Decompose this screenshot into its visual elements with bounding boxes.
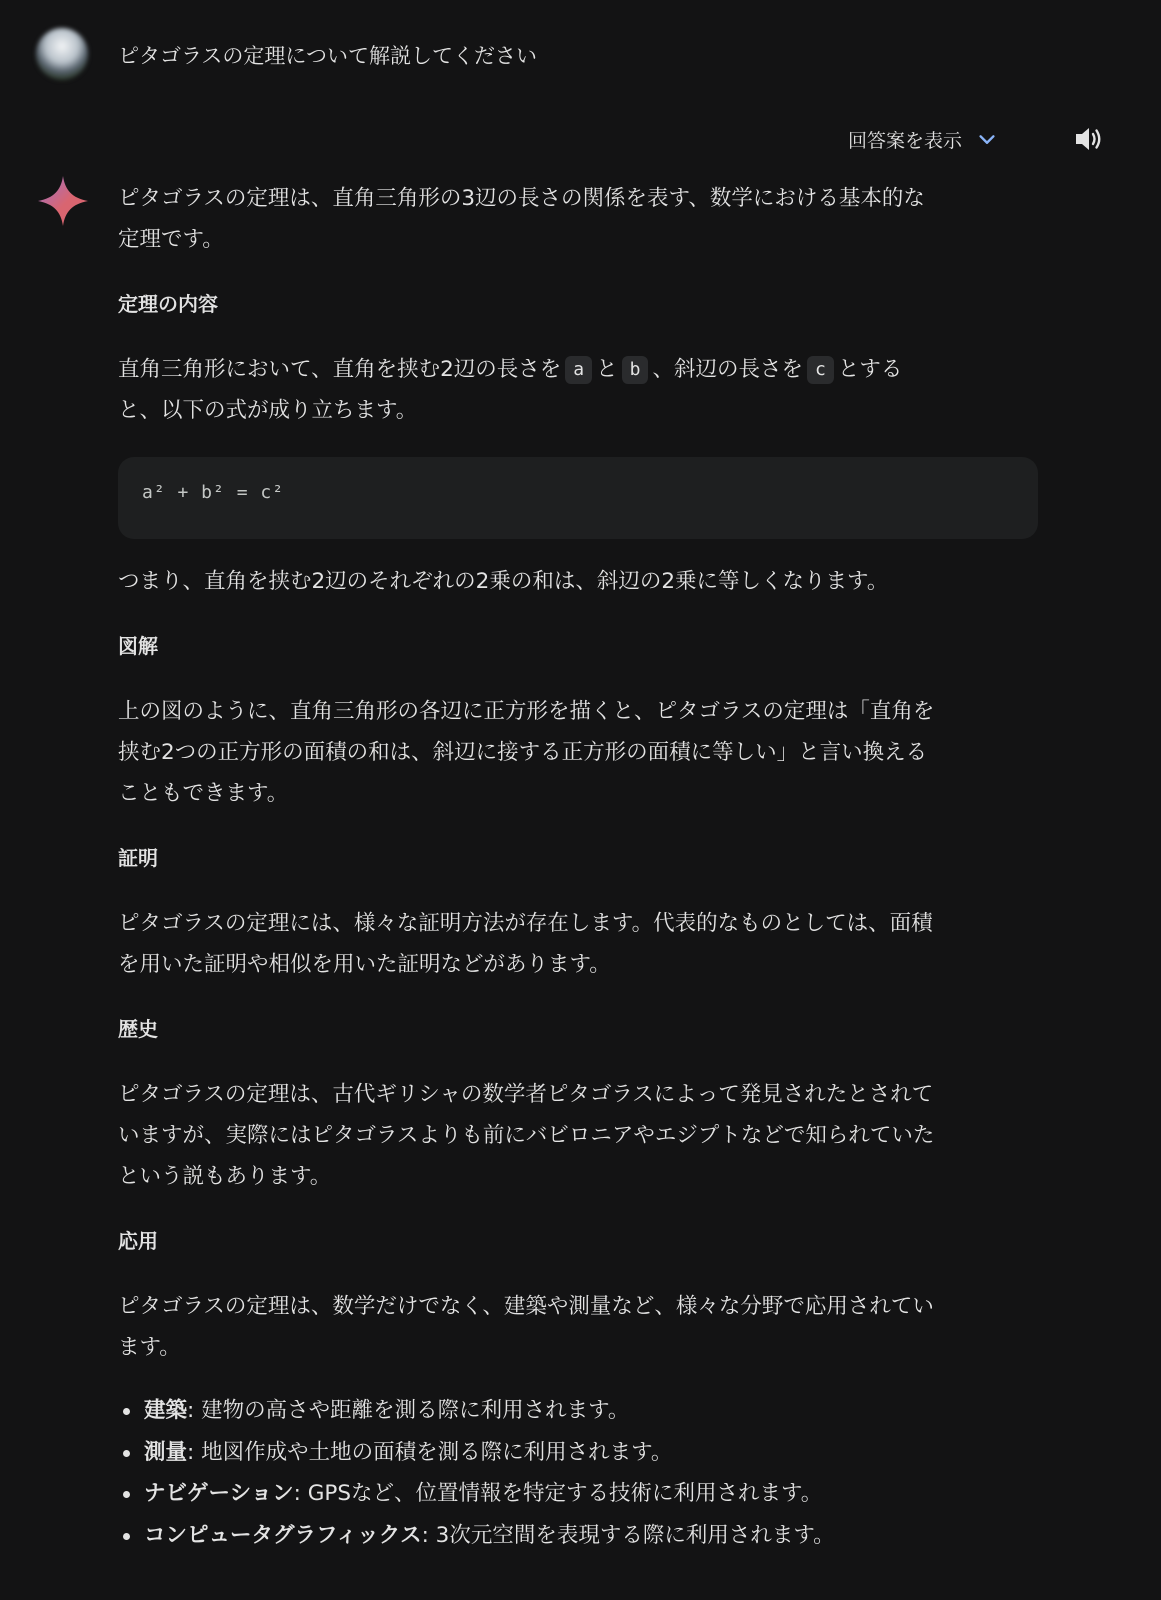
section-heading-diagram: 図解	[118, 634, 158, 658]
show-drafts-label: 回答案を表示	[848, 130, 963, 152]
list-item-term: 測量	[144, 1439, 188, 1465]
text-line: という説もあります。	[118, 1164, 332, 1189]
speaker-icon[interactable]	[1074, 124, 1106, 158]
response-content	[118, 178, 1038, 1556]
applications-list	[118, 1390, 1038, 1556]
text-line: 上の図のように、直角三角形の各辺に正方形を描くと、ピタゴラスの定理は「直角を	[118, 699, 935, 724]
list-item	[118, 1390, 1038, 1432]
text-span: とする	[837, 357, 903, 382]
inline-code-c: c	[807, 356, 834, 384]
list-item-desc: : 建物の高さや距離を測る際に利用されます。	[187, 1398, 630, 1423]
list-item	[118, 1473, 1038, 1515]
text-line: いますが、実際にはピタゴラスよりも前にバビロニアやエジプトなどで知られていた	[118, 1123, 935, 1148]
chevron-down-icon	[976, 129, 998, 151]
text-line: ます。	[118, 1335, 181, 1360]
section-heading-history: 歴史	[118, 1017, 158, 1041]
text-line: 挟む2つの正方形の面積の和は、斜辺に接する正方形の面積に等しい」と言い換える	[118, 740, 928, 765]
section-heading-proof: 証明	[118, 846, 158, 870]
text-line: こともできます。	[118, 781, 289, 806]
text-line: ピタゴラスの定理は、直角三角形の3辺の長さの関係を表す、数学における基本的な	[118, 186, 925, 211]
list-item-desc: : GPSなど、位置情報を特定する技術に利用されます。	[293, 1481, 823, 1506]
text-line	[118, 349, 1038, 390]
text-span: と	[596, 357, 618, 382]
text-line: ピタゴラスの定理には、様々な証明方法が存在します。代表的なものとしては、面積	[118, 911, 933, 936]
list-item	[118, 1515, 1038, 1557]
intro-paragraph	[118, 178, 1038, 260]
inline-code-b: b	[622, 356, 649, 384]
section-heading-content: 定理の内容	[118, 292, 218, 316]
sparkle-icon	[38, 176, 88, 230]
content-paragraph	[118, 349, 1038, 431]
list-item	[118, 1432, 1038, 1474]
list-item-term: 建築	[144, 1398, 188, 1423]
user-prompt: ピタゴラスの定理について解説してください	[118, 44, 537, 68]
content-paragraph-2: つまり、直角を挟む2辺のそれぞれの2乗の和は、斜辺の2乗に等しくなります。	[118, 569, 889, 594]
diagram-paragraph	[118, 691, 1038, 814]
text-span: 直角三角形において、直角を挟む2辺の長さを	[118, 357, 562, 382]
list-item-desc: : 3次元空間を表現する際に利用されます。	[421, 1522, 835, 1548]
text-line: ピタゴラスの定理は、数学だけでなく、建築や測量など、様々な分野で応用されてい	[118, 1294, 934, 1319]
proof-paragraph	[118, 903, 1038, 985]
formula-code-block: a² + b² = c²	[118, 457, 1038, 539]
text-line: を用いた証明や相似を用いた証明などがあります。	[118, 952, 611, 977]
text-span: 、斜辺の長さを	[652, 357, 803, 382]
inline-code-a: a	[565, 356, 592, 384]
text-line: ピタゴラスの定理は、古代ギリシャの数学者ピタゴラスによって発見されたとされて	[118, 1082, 934, 1107]
list-item-term: コンピュータグラフィックス	[144, 1522, 422, 1548]
text-line: 定理です。	[118, 227, 224, 252]
section-heading-applications: 応用	[118, 1229, 158, 1253]
text-line: と、以下の式が成り立ちます。	[118, 398, 418, 423]
applications-paragraph	[118, 1286, 1038, 1368]
history-paragraph	[118, 1074, 1038, 1197]
list-item-desc: : 地図作成や土地の面積を測る際に利用されます。	[187, 1439, 673, 1465]
list-item-term: ナビゲーション	[144, 1481, 294, 1506]
show-drafts-button[interactable]	[848, 126, 998, 153]
user-avatar	[36, 28, 88, 80]
